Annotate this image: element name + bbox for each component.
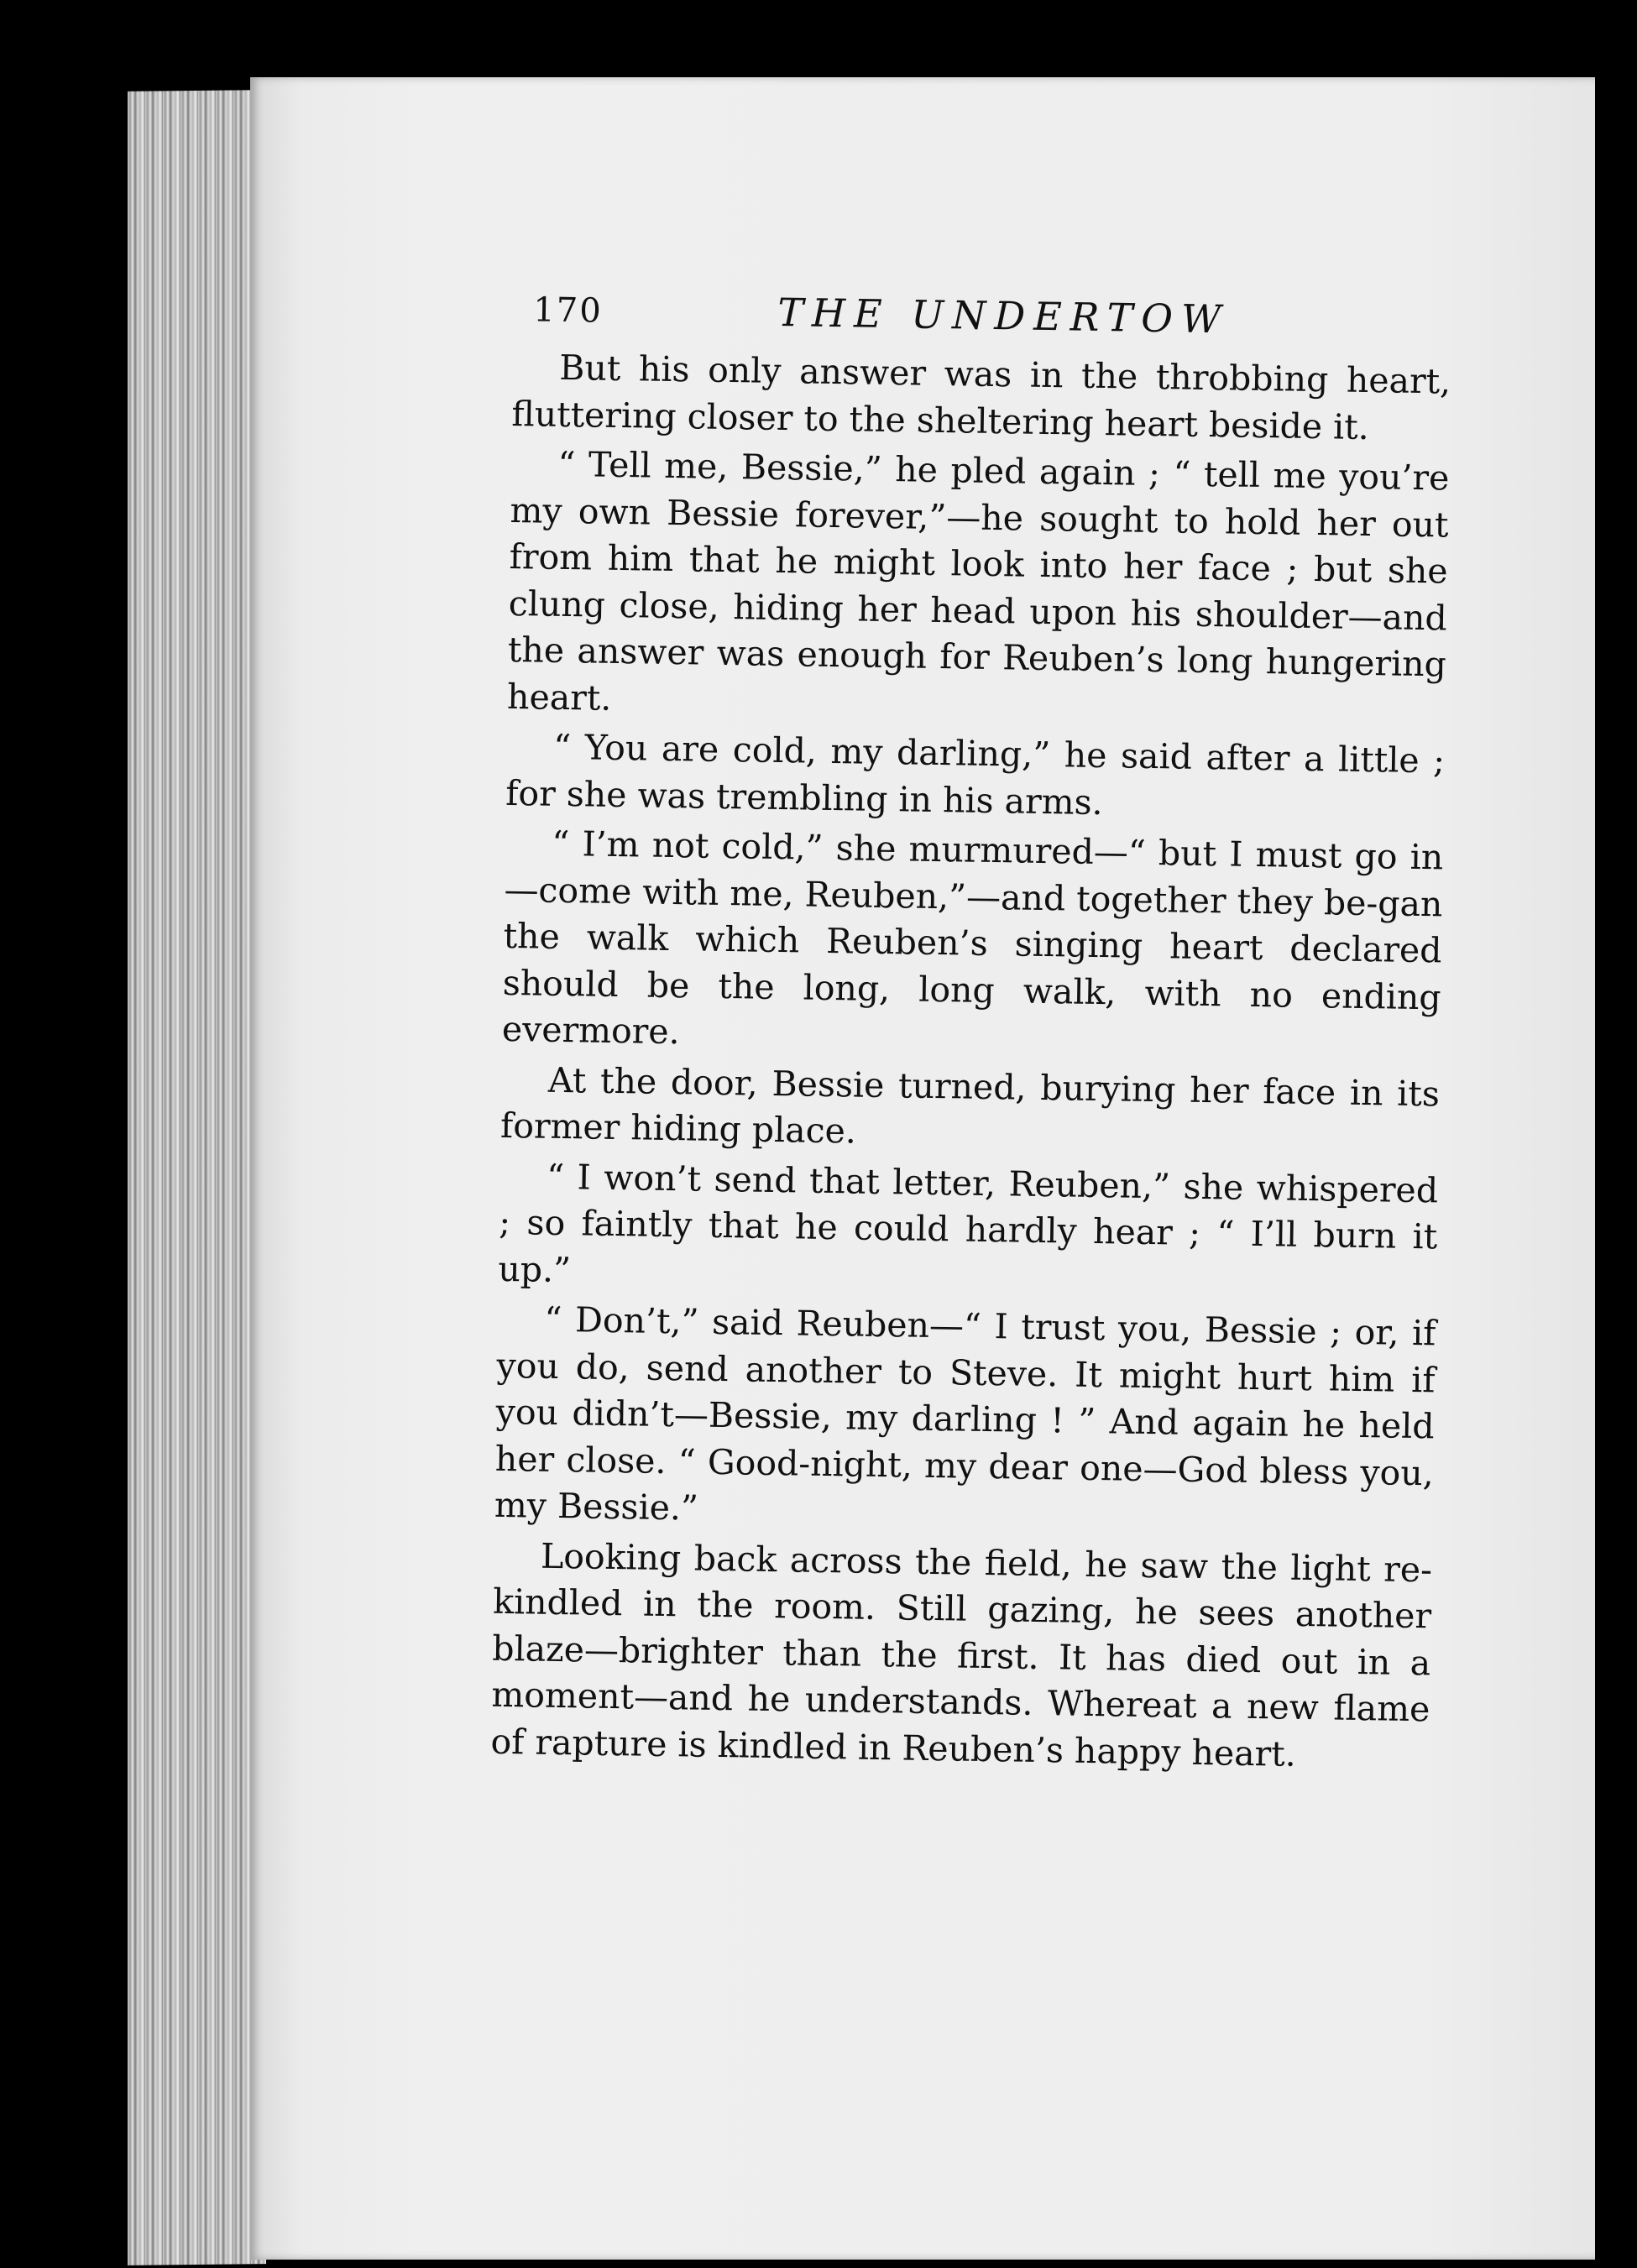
paragraph: Looking back across the field, he saw the light re-kindled in the room. Still gazing, he sees another blaze—brighter than the first. It has died out in a moment—and he understands. Whereat a new flame of rapture is kindled in Reuben’s happy heart. bbox=[490, 1535, 1433, 1774]
book-title: THE UNDERTOW bbox=[777, 289, 1230, 342]
book-page-edges bbox=[128, 90, 266, 2265]
paragraph: At the door, Bessie turned, burying her face in its former hiding place. bbox=[499, 1059, 1441, 1152]
paragraph: But his only answer was in the throbbing heart, fluttering closer to the sheltering heart beside it. bbox=[511, 347, 1451, 447]
paragraph: “ I’m not cold,” she murmured—“ but I must go in—come with me, Reuben,”—and together they be-gan the walk which Reuben’s singing heart declared should be the long, long walk, with no ending evermore. bbox=[501, 823, 1444, 1053]
scan-border bbox=[1595, 0, 1637, 2268]
paragraph: “ I won’t send that letter, Reuben,” she whispered ; so faintly that he could hardly hear ; “ I’ll burn it up.” bbox=[498, 1156, 1439, 1290]
paragraph: “ You are cold, my darling,” he said after a little ; for she was trembling in his arms. bbox=[505, 726, 1446, 823]
page-number: 170 bbox=[533, 290, 604, 331]
paragraph: “ Don’t,” said Reuben—“ I trust you, Bessie ; or, if you do, send another to Steve. It might hurt him if you didn’t—Bessie, my darling ! ” And again he held her close. “ Good-night, my dear one—God bless you, my Bessie.” bbox=[494, 1299, 1436, 1529]
page-text-block bbox=[490, 277, 1452, 1779]
paragraph: “ Tell me, Bessie,” he pled again ; “ tell me you’re my own Bessie forever,”—he sought to hold her out from him that he might look into her face ; but she clung close, hiding her head upon his shoulder—and the answer was enough for Reuben’s long hungering heart. bbox=[506, 443, 1450, 719]
